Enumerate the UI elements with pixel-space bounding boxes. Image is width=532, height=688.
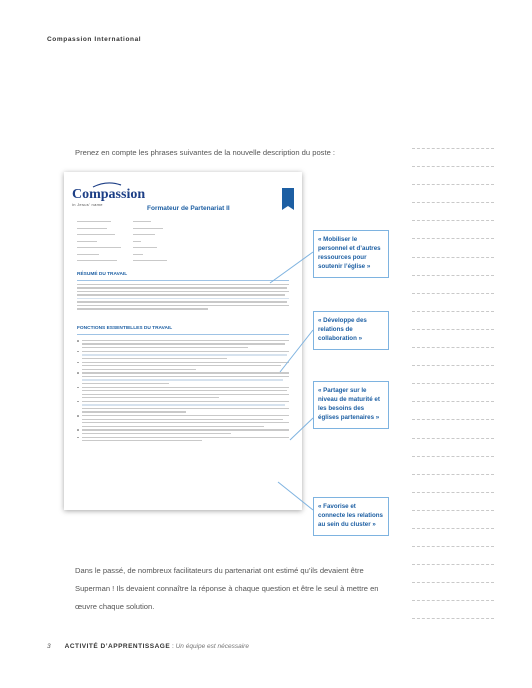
doc-meta-table xyxy=(77,221,217,267)
notes-lines xyxy=(412,148,494,637)
activity-subtitle: Un équipe est nécessaire xyxy=(175,643,249,650)
list-item xyxy=(77,415,289,427)
list-item xyxy=(77,387,289,399)
body-paragraph: Dans le passé, de nombreux facilitateurs du partenariat ont estimé qu’ils devaient être Superman ! Ils devaient connaître la réponse à chaque question et être le seul à mettre en œuvre chaque solution. xyxy=(75,566,379,611)
activity-label: ACTIVITÉ D’APPRENTISSAGE xyxy=(64,643,171,650)
callout-developpe: « Développe des relations de collaboration » xyxy=(313,311,389,350)
callout-favorise: « Favorise et connecte les relations au sein du cluster » xyxy=(313,497,389,536)
summary-paragraph xyxy=(77,284,289,312)
page-footer xyxy=(47,643,249,650)
list-item xyxy=(77,351,289,359)
list-item xyxy=(77,429,289,434)
functions-list xyxy=(77,340,289,444)
callout-mobiliser: « Mobiliser le personnel et d’autres ressources pour soutenir l’église » xyxy=(313,230,389,278)
logo-swoosh-icon xyxy=(92,182,122,188)
intro-text: Prenez en compte les phrases suivantes de la nouvelle description du poste : xyxy=(75,148,336,157)
list-item xyxy=(77,340,289,348)
logo-wordmark: Compassion xyxy=(72,187,146,202)
list-item xyxy=(77,362,289,370)
list-item xyxy=(77,372,289,384)
section-summary-title: RÉSUMÉ DU TRAVAIL xyxy=(77,272,128,277)
compassion-logo xyxy=(72,188,144,207)
section-divider xyxy=(77,334,289,335)
job-description-image xyxy=(64,172,302,510)
org-header: Compassion International xyxy=(47,36,142,43)
list-item xyxy=(77,437,289,442)
section-functions-title: FONCTIONS ESSENTIELLES DU TRAVAIL xyxy=(77,326,173,331)
bookmark-flag-icon xyxy=(282,188,294,206)
list-item xyxy=(77,401,289,413)
footer-separator: : xyxy=(170,643,176,650)
logo-tagline: in Jesus' name xyxy=(72,202,103,207)
section-divider xyxy=(77,280,289,281)
page-number: 3 xyxy=(47,643,51,650)
callout-partager: « Partager sur le niveau de maturité et les besoins des églises partenaires » xyxy=(313,381,389,429)
doc-title: Formateur de Partenariat II xyxy=(147,205,230,212)
